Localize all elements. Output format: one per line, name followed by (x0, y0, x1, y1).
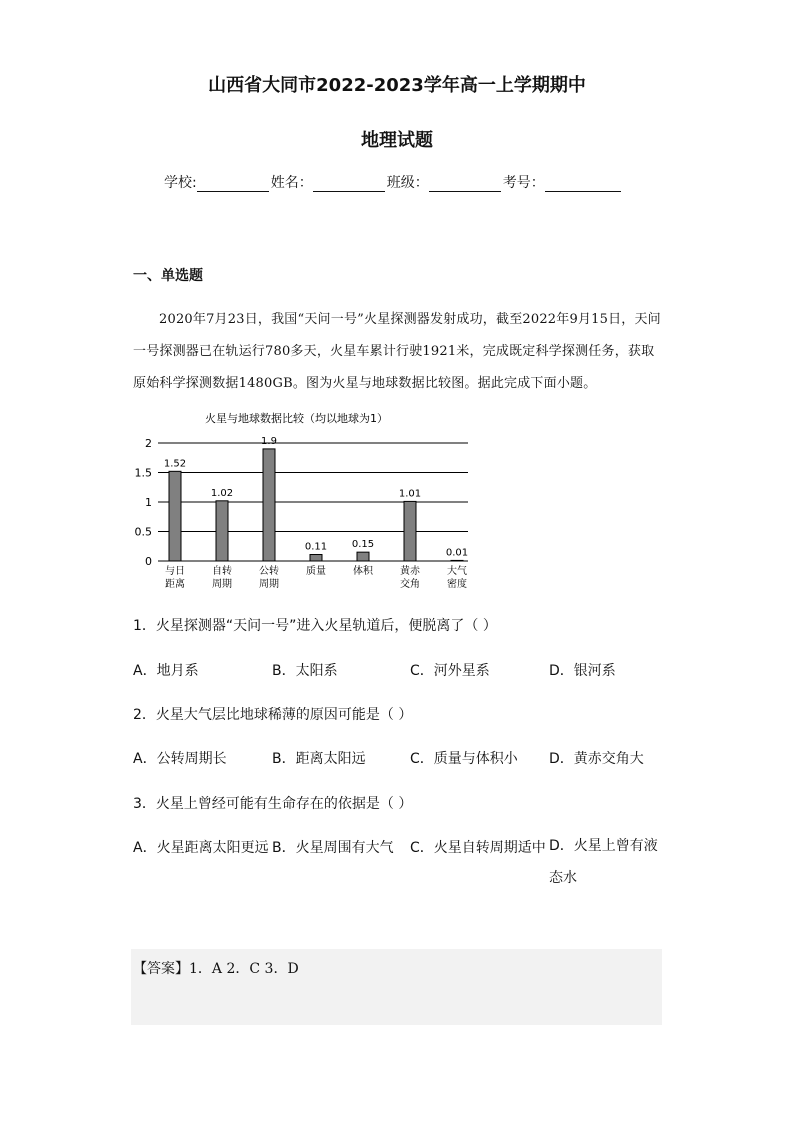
x-category-label: 黄赤 (400, 566, 420, 577)
x-category-label: 与日 (165, 566, 185, 577)
q2-option-b[interactable]: B．距离太阳远 (272, 751, 366, 767)
bar (216, 501, 228, 561)
answer-key: 【答案】1．A 2．C 3．D (133, 961, 299, 977)
class-blank[interactable] (429, 176, 501, 192)
bar (310, 555, 322, 561)
bar (357, 552, 369, 561)
y-tick-label: 1 (145, 496, 152, 509)
bar (263, 449, 275, 561)
bar-value-label: 1.01 (398, 488, 422, 500)
q1-option-c[interactable]: C．河外星系 (410, 663, 490, 679)
x-category-label: 周期 (259, 579, 279, 590)
x-category-label: 公转 (259, 566, 279, 577)
bar-value-label: 1.02 (210, 487, 234, 499)
q2-option-a[interactable]: A．公转周期长 (133, 751, 227, 767)
x-category-label: 大气 (447, 566, 467, 577)
question-3: 3．火星上曾经可能有生命存在的依据是（ ） (133, 796, 413, 812)
y-tick-label: 0.5 (134, 525, 152, 539)
q3-option-b[interactable]: B．火星周围有大气 (272, 840, 394, 856)
y-tick-label: 2 (145, 437, 152, 450)
q3-option-d[interactable]: D．火星上曾有液态水 (549, 838, 658, 886)
x-category-label: 体积 (353, 566, 373, 577)
name-label: 姓名： (270, 175, 313, 191)
question-2: 2．火星大气层比地球稀薄的原因可能是（ ） (133, 707, 413, 723)
x-category-label: 交角 (400, 579, 420, 590)
x-category-label: 质量 (306, 566, 326, 577)
q1-option-a[interactable]: A．地月系 (133, 663, 199, 679)
exam-title: 山西省大同市2022-2023学年高一上学期期中 (208, 75, 586, 96)
bar-value-label: 0.15 (351, 539, 375, 551)
q3-option-c[interactable]: C．火星自转周期适中 (410, 840, 546, 856)
question-3-options (133, 837, 663, 893)
bar-value-label: 1.52 (163, 458, 187, 470)
q2-option-c[interactable]: C．质量与体积小 (410, 751, 518, 767)
q2-option-d[interactable]: D．黄赤交角大 (549, 751, 644, 767)
id-label: 考号： (502, 175, 545, 191)
q3-option-a[interactable]: A．火星距离太阳更远 (133, 840, 269, 856)
class-label: 班级： (386, 175, 429, 191)
bar (169, 471, 181, 561)
bar (404, 501, 416, 561)
question-1: 1．火星探测器“天问一号”进入火星轨道后，便脱离了（ ） (133, 618, 497, 634)
bar-value-label: 0.01 (445, 547, 469, 559)
q1-option-b[interactable]: B．太阳系 (272, 663, 338, 679)
id-blank[interactable] (545, 176, 621, 192)
y-tick-label: 0 (145, 555, 152, 568)
bar (451, 560, 463, 561)
school-blank[interactable] (197, 176, 269, 192)
x-category-label: 距离 (165, 579, 185, 590)
student-info-line (164, 172, 623, 192)
reading-passage: 2020年7月23日，我国“天问一号”火星探测器发射成功，截至2022年9月15日，天问一号探测器已在轨运行780多天，火星车累计行驶1921米，完成既定科学探测任务，获取原始科学探测数据1480GB。图为火星与地球数据比较图。据此完成下面小题。 (133, 312, 661, 391)
name-blank[interactable] (313, 176, 385, 192)
x-category-label: 密度 (447, 579, 467, 590)
bar-value-label: 0.11 (304, 541, 328, 553)
section-heading: 一、单选题 (133, 268, 203, 284)
y-tick-label: 1.5 (134, 466, 152, 480)
exam-subtitle: 地理试题 (361, 130, 433, 151)
bar-value-label: 1.9 (261, 435, 277, 447)
x-category-label: 周期 (212, 579, 232, 590)
mars-earth-chart (130, 405, 480, 595)
q1-option-d[interactable]: D．银河系 (549, 663, 616, 679)
chart-title: 火星与地球数据比较（均以地球为1） (205, 412, 388, 425)
school-label: 学校: (164, 175, 197, 191)
x-category-label: 自转 (212, 566, 232, 577)
